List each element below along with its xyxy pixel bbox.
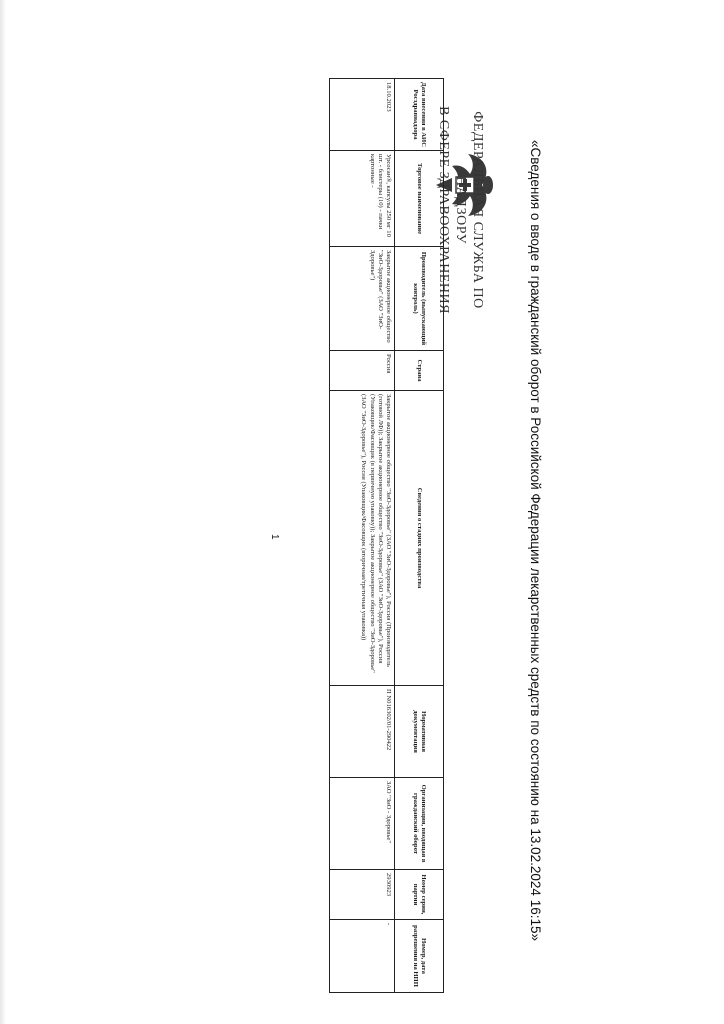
column-header: Номер, дата разрешения на НПП — [395, 920, 444, 993]
page-number: 1 — [269, 534, 280, 540]
cell-permit-number-date: - — [330, 920, 395, 993]
column-header: Номер серии, партии — [395, 870, 444, 920]
rotated-document-page — [122, 60, 542, 1000]
document-title: «Сведения о вводе в гражданский оборот в Российской Федерации лекарственных средств по состоянию на 13.02.2024 16:15» — [528, 140, 543, 941]
table-header-row — [395, 79, 444, 993]
column-header: Торговое наименование — [395, 151, 444, 247]
cell-circulation-organization: ЗАО "ЗиО - Здоровье" — [330, 778, 395, 870]
column-header: Производитель (выпускающий контроль) — [395, 247, 444, 351]
agency-name-line-2: В СФЕРЕ ЗДРАВООХРАНЕНИЯ — [436, 106, 451, 314]
cell-production-stages: Закрытое акционерное общество "ЗиО-Здоровье" (ЗАО "ЗиО-Здоровье"), Россия (Производитель (готовой ЛФ)); Закрытое акционерное общество "ЗиО-Здоровье" (ЗАО "ЗиО-Здоровье"), Россия (Упаковщик/Фасовщик (в первичную упаковку)); Закрытое акционерное общество "ЗиО-Здоровье" (ЗАО "ЗиО-Здоровье"), Россия (Упаковщик/Фасовщик (вторичная/третичная упаковка)) — [330, 391, 395, 686]
cell-country: Россия — [330, 351, 395, 391]
column-header: Сведения о стадиях производства — [395, 391, 444, 686]
column-header: Организация, вводящая в гражданский оборот — [395, 778, 444, 870]
cell-normative-documentation: П N016302/01-290422 — [330, 686, 395, 778]
table-row — [330, 79, 395, 993]
cell-entry-date: 18.10.2023 — [330, 79, 395, 151]
scan-page-edge — [0, 0, 6, 1024]
cell-manufacturer: Закрытое акционерное общество "ЗиО-Здоровье" (ЗАО "ЗиО-Здоровье") — [330, 247, 395, 351]
cell-trade-name: Урсосан®, капсулы 250 мг 10 шт. - блистеры (10) - пачки картонные - — [330, 151, 395, 247]
registry-table — [329, 78, 444, 993]
column-header: Дата внесения в АИС Росздравнадзора — [395, 79, 444, 151]
column-header: Нормативная документация — [395, 686, 444, 778]
agency-name-line-1: ФЕДЕРАЛЬНАЯ СЛУЖБА ПО НАДЗОРУ — [453, 111, 485, 309]
cell-batch-number: 2930923 — [330, 870, 395, 920]
column-header: Страна — [395, 351, 444, 391]
